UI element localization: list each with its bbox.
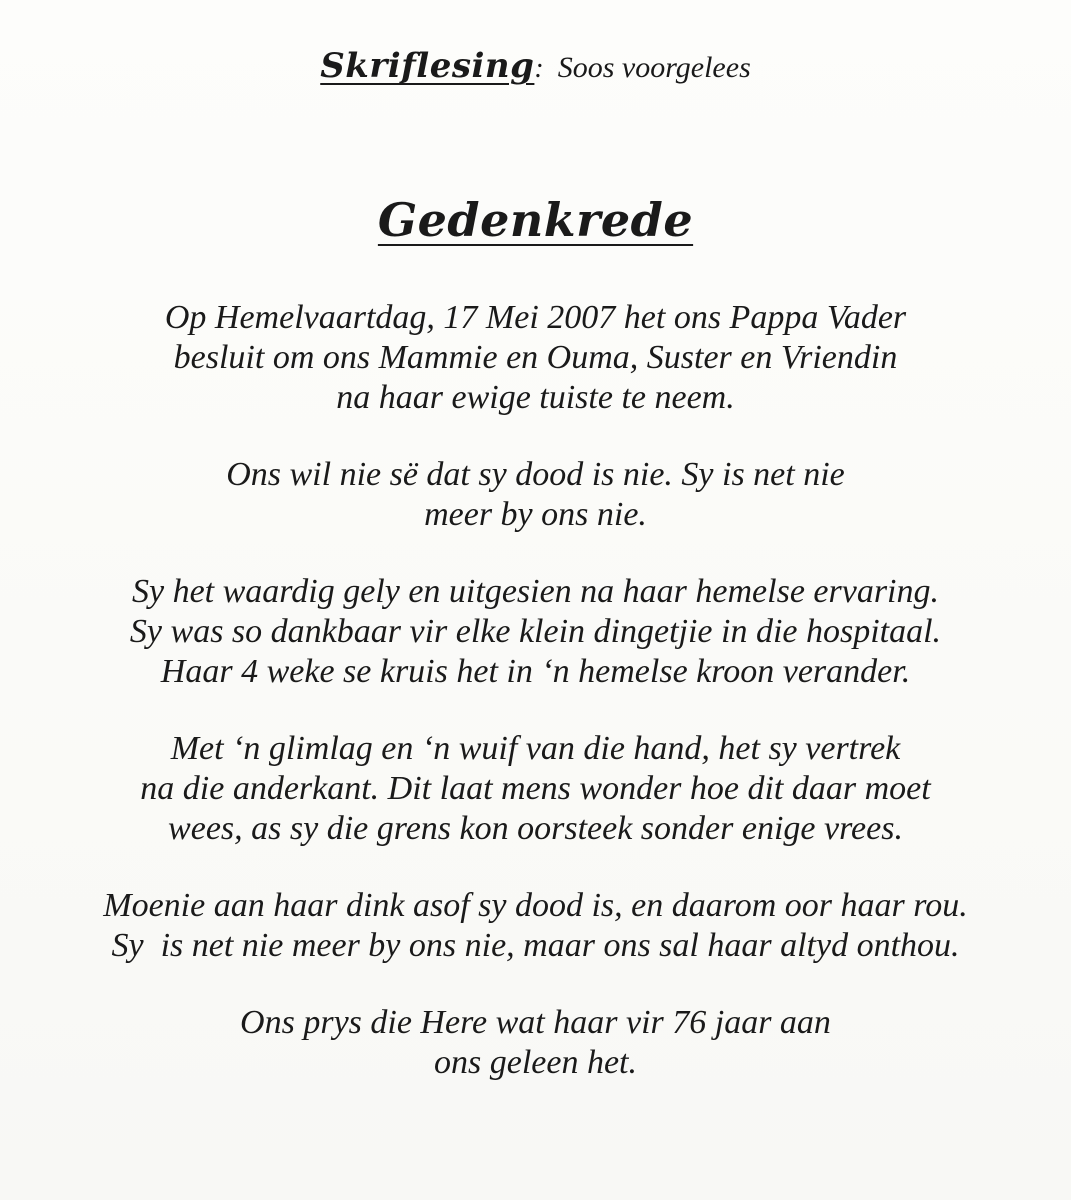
paragraph-line: Sy is net nie meer by ons nie, maar ons sal haar altyd onthou. [111, 927, 960, 964]
paragraph-line: na die anderkant. Dit laat mens wonder hoe dit daar moet [140, 770, 931, 807]
paragraph [0, 1003, 1071, 1083]
paragraph-line: Moenie aan haar dink asof sy dood is, en daarom oor haar rou. [103, 887, 968, 924]
paragraph-line: Haar 4 weke se kruis het in ‘n hemelse kroon verander. [160, 653, 911, 690]
paragraph-line: Ons prys die Here wat haar vir 76 jaar aan [240, 1004, 831, 1041]
paragraph-line: Met ‘n glimlag en ‘n wuif van die hand, het sy vertrek [170, 730, 901, 767]
paragraph-line: wees, as sy die grens kon oorsteek sonder enige vrees. [168, 810, 903, 847]
eulogy-heading [0, 193, 1071, 247]
paragraph-line: besluit om ons Mammie en Ouma, Suster en Vriendin [173, 339, 898, 376]
paragraph-line: meer by ons nie. [424, 496, 647, 533]
heading-colon: : [534, 53, 544, 84]
scripture-reading-subtitle: Soos voorgelees [557, 51, 751, 84]
paragraph [0, 298, 1071, 418]
paragraph-line: na haar ewige tuiste te neem. [336, 379, 735, 416]
paragraph [0, 886, 1071, 966]
paragraph [0, 729, 1071, 849]
eulogy-title: Gedenkrede [377, 193, 694, 247]
scripture-reading-title: Skriflesing [320, 46, 535, 86]
paragraph-line: Ons wil nie së dat sy dood is nie. Sy is net nie [226, 456, 845, 493]
paragraph [0, 572, 1071, 692]
scripture-reading-heading [0, 46, 1071, 86]
paragraph-line: Op Hemelvaartdag, 17 Mei 2007 het ons Pappa Vader [164, 299, 907, 336]
paragraph [0, 455, 1071, 535]
paragraph-line: Sy was so dankbaar vir elke klein dingetjie in die hospitaal. [129, 613, 942, 650]
paragraph-line: ons geleen het. [434, 1044, 637, 1081]
eulogy-body [0, 298, 1071, 1120]
paragraph-line: Sy het waardig gely en uitgesien na haar hemelse ervaring. [131, 573, 940, 610]
